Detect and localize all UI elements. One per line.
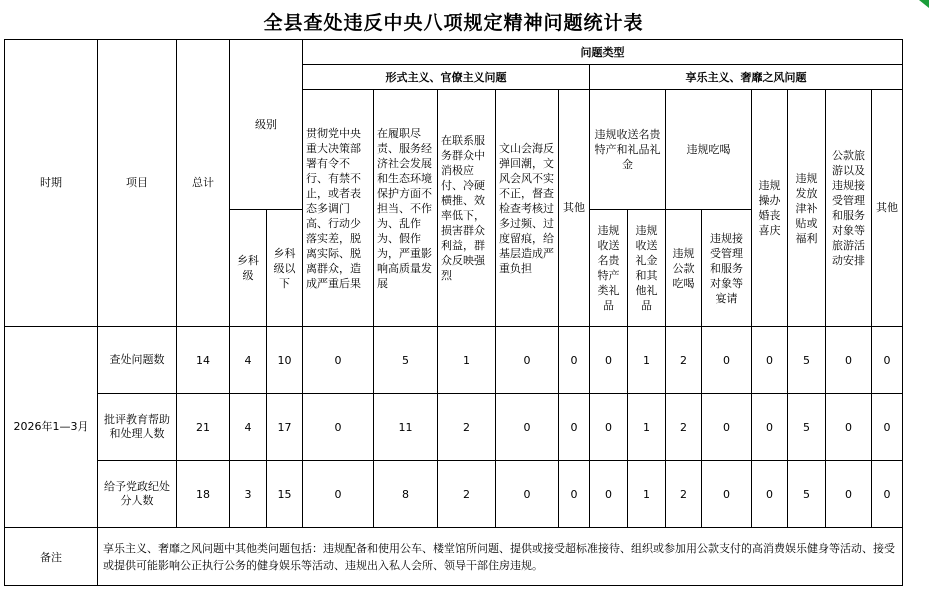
cell-value: 5 — [788, 327, 826, 394]
header-formalism-other: 其他 — [559, 90, 590, 327]
cell-total: 21 — [177, 394, 230, 461]
header-item: 项目 — [98, 40, 177, 327]
row-label-cases: 查处问题数 — [98, 327, 177, 394]
cell-value: 0 — [872, 394, 903, 461]
cell-township: 4 — [230, 327, 267, 394]
note-text: 享乐主义、奢靡之风问题中其他类问题包括：违规配备和使用公车、楼堂馆所问题、提供或接受超标准接待、组织或参加用公款支付的高消费娱乐健身等活动、接受或提供可能影响公正执行公务的健身娱乐等活动、违规出入私人会所、领导干部住房违规。 — [98, 528, 903, 586]
cell-value: 0 — [872, 327, 903, 394]
cell-value: 0 — [559, 461, 590, 528]
header-total: 总计 — [177, 40, 230, 327]
header-formalism-col-1: 贯彻党中央重大决策部署有令不行、有禁不止，或者表态多调门高、行动少落实差，脱离实际、脱离群众，造成严重后果 — [303, 90, 374, 327]
header-level-township: 乡科级 — [230, 210, 267, 327]
header-gifts-group: 违规收送名贵特产和礼品礼金 — [590, 90, 666, 210]
cell-value: 0 — [590, 327, 628, 394]
cell-value: 0 — [303, 461, 374, 528]
cell-value: 0 — [303, 394, 374, 461]
header-gifts-cash: 违规收送礼金和其他礼品 — [628, 210, 666, 327]
header-dining-group: 违规吃喝 — [666, 90, 752, 210]
cell-total: 14 — [177, 327, 230, 394]
header-tourism: 公款旅游以及违规接受管理和服务对象等旅游活动安排 — [826, 90, 872, 327]
cell-value: 0 — [559, 394, 590, 461]
statistics-table — [4, 3, 903, 586]
header-period: 时期 — [5, 40, 98, 327]
header-formalism-col-4: 文山会海反弹回潮，文风会风不实不正，督查检查考核过多过频、过度留痕，给基层造成严重负担 — [496, 90, 559, 327]
cell-value: 1 — [628, 327, 666, 394]
header-formalism: 形式主义、官僚主义问题 — [303, 65, 590, 90]
cell-value: 0 — [826, 394, 872, 461]
cell-value: 0 — [590, 461, 628, 528]
cell-value: 5 — [788, 394, 826, 461]
cell-value: 0 — [826, 461, 872, 528]
cell-value: 0 — [496, 461, 559, 528]
cell-value: 1 — [628, 461, 666, 528]
note-label: 备注 — [5, 528, 98, 586]
cell-value: 1 — [628, 394, 666, 461]
header-allowances: 违规发放津补贴或福利 — [788, 90, 826, 327]
cell-corner-marker — [919, 0, 929, 8]
header-formalism-col-2: 在履职尽责、服务经济社会发展和生态环境保护方面不担当、不作为、乱作为、假作为，严重影响高质量发展 — [374, 90, 438, 327]
table-title: 全县查处违反中央八项规定精神问题统计表 — [5, 3, 903, 40]
cell-value: 0 — [702, 394, 752, 461]
cell-value: 0 — [752, 327, 788, 394]
period-cell: 2026年1—3月 — [5, 327, 98, 528]
cell-value: 2 — [438, 394, 496, 461]
cell-value: 2 — [666, 394, 702, 461]
cell-township: 3 — [230, 461, 267, 528]
cell-value: 8 — [374, 461, 438, 528]
row-label-disciplined: 给予党政纪处分人数 — [98, 461, 177, 528]
cell-value: 0 — [590, 394, 628, 461]
header-hedonism-other: 其他 — [872, 90, 903, 327]
cell-below: 10 — [267, 327, 303, 394]
row-label-educated: 批评教育帮助和处理人数 — [98, 394, 177, 461]
cell-value: 5 — [788, 461, 826, 528]
cell-value: 0 — [702, 327, 752, 394]
cell-value: 2 — [438, 461, 496, 528]
cell-below: 17 — [267, 394, 303, 461]
cell-value: 1 — [438, 327, 496, 394]
header-level: 级别 — [230, 40, 303, 210]
cell-value: 0 — [559, 327, 590, 394]
header-accept-banquets: 违规接受管理和服务对象等宴请 — [702, 210, 752, 327]
header-weddings-funerals: 违规操办婚丧喜庆 — [752, 90, 788, 327]
cell-value: 0 — [496, 394, 559, 461]
cell-value: 5 — [374, 327, 438, 394]
cell-total: 18 — [177, 461, 230, 528]
cell-value: 0 — [496, 327, 559, 394]
header-formalism-col-3: 在联系服务群众中消极应付、冷硬横推、效率低下，损害群众利益，群众反映强烈 — [438, 90, 496, 327]
cell-value: 0 — [872, 461, 903, 528]
cell-below: 15 — [267, 461, 303, 528]
cell-township: 4 — [230, 394, 267, 461]
cell-value: 2 — [666, 327, 702, 394]
cell-value: 0 — [752, 394, 788, 461]
header-hedonism: 享乐主义、奢靡之风问题 — [590, 65, 903, 90]
cell-value: 0 — [702, 461, 752, 528]
header-level-below: 乡科级以下 — [267, 210, 303, 327]
header-public-dining: 违规公款吃喝 — [666, 210, 702, 327]
cell-value: 0 — [303, 327, 374, 394]
cell-value: 2 — [666, 461, 702, 528]
cell-value: 0 — [752, 461, 788, 528]
header-gifts-specialty: 违规收送名贵特产类礼品 — [590, 210, 628, 327]
cell-value: 0 — [826, 327, 872, 394]
cell-value: 11 — [374, 394, 438, 461]
header-problem-type: 问题类型 — [303, 40, 903, 65]
